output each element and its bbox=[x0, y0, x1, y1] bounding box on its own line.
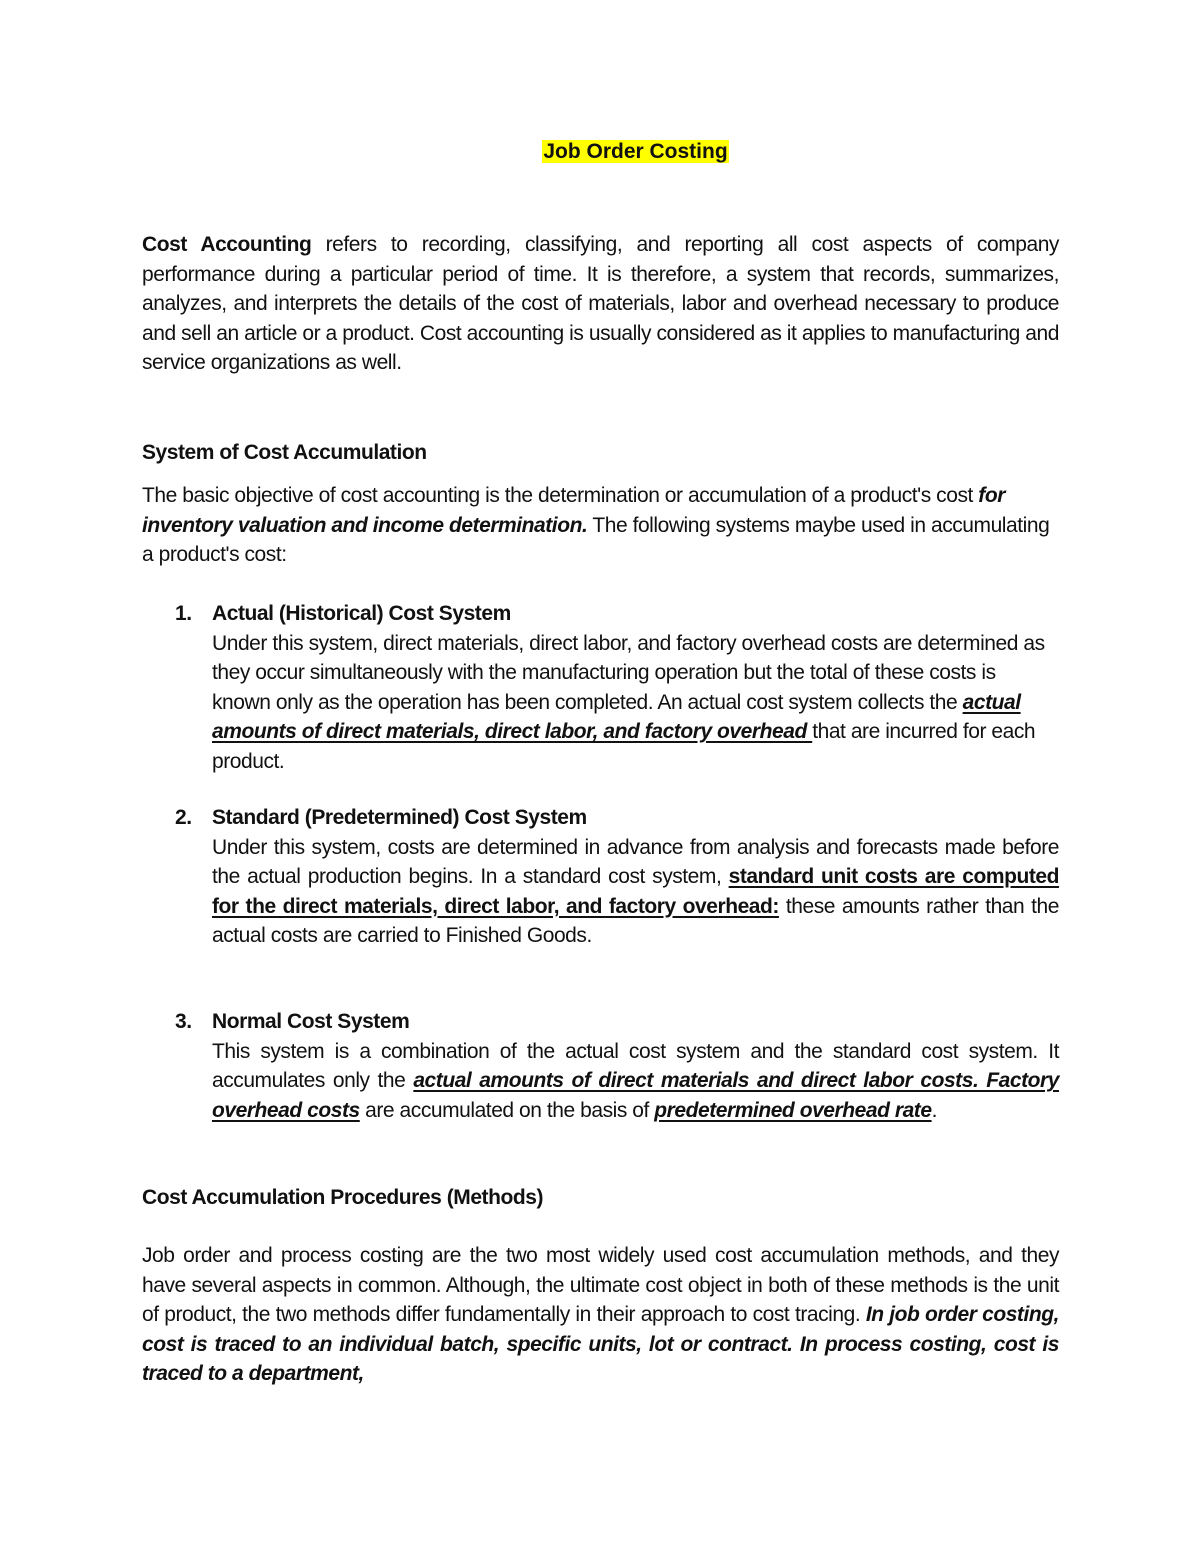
list-item-heading: Standard (Predetermined) Cost System bbox=[212, 806, 587, 829]
document-title: Job Order Costing bbox=[543, 140, 728, 163]
section-paragraph: The basic objective of cost accounting is the determination or accumulation of a product's cost for inventory valuation and income determination. The following systems maybe used in accumulating a product's cost: bbox=[142, 484, 1050, 566]
list-item: 1. Actual (Historical) Cost System Under this system, direct materials, direct labor, and factory overhead costs are determined as they occur simultaneously with the manufacturing operation but the total of these costs is known only as the operation has been completed. An actual cost system collects the actual amounts of direct materials, direct labor, and factory overhead that are incurred for each product. bbox=[212, 599, 1059, 776]
list-item: 3. Normal Cost System This system is a combination of the actual cost system and the standard cost system. It accumulates only the actual amounts of direct materials and direct labor costs. Factory overhead costs are accumulated on the basis of predetermined overhead rate. bbox=[212, 1007, 1059, 1125]
term: Cost Accounting bbox=[142, 233, 312, 256]
list-item-heading: Actual (Historical) Cost System bbox=[212, 602, 511, 625]
section-heading: Cost Accumulation Procedures (Methods) bbox=[142, 1186, 544, 1209]
intro-paragraph: Cost Accounting refers to recording, classifying, and reporting all cost aspects of company performance during a particular period of time. It is therefore, a system that records, summarizes, analyzes, and interprets the details of the cost of materials, labor and overhead necessary to produce and sell an article or a product. Cost accounting is usually considered as it applies to manufacturing and service organizations as well. bbox=[142, 233, 1059, 374]
list-item-body: Under this system, costs are determined in advance from analysis and forecasts made before the actual production begins. In a standard cost system, standard unit costs are computed for the direct materials, direct labor, and factory overhead: these amounts rather than the actual costs are carried to Finished Goods. bbox=[212, 835, 1060, 947]
list-item-body: This system is a combination of the actual cost system and the standard cost system. It accumulates only the actual amounts of direct materials and direct labor costs. Factory overhead costs are accumulated on the basis of predetermined overhead rate. bbox=[212, 1039, 1059, 1122]
section-heading: System of Cost Accumulation bbox=[142, 441, 427, 464]
list-item-body: Under this system, direct materials, direct labor, and factory overhead costs are determined as they occur simultaneously with the manufacturing operation but the total of these costs is known only as the operation has been completed. An actual cost system collects the actual amounts of direct materials, direct labor, and factory overhead that are incurred for each product. bbox=[212, 631, 1045, 773]
section-paragraph: Job order and process costing are the two most widely used cost accumulation methods, and they have several aspects in common. Although, the ultimate cost object in both of these methods is the unit of product, the two methods differ fundamentally in their approach to cost tracing. In job order costing, cost is traced to an individual batch, specific units, lot or contract. In process costing, cost is traced to a department, bbox=[142, 1244, 1060, 1385]
list-item-heading: Normal Cost System bbox=[212, 1010, 410, 1033]
list-item: 2. Standard (Predetermined) Cost System Under this system, costs are determined in advance from analysis and forecasts made before the actual production begins. In a standard cost system, standard unit costs are computed for the direct materials, direct labor, and factory overhead: these amounts rather than the actual costs are carried to Finished Goods. bbox=[212, 803, 1059, 951]
